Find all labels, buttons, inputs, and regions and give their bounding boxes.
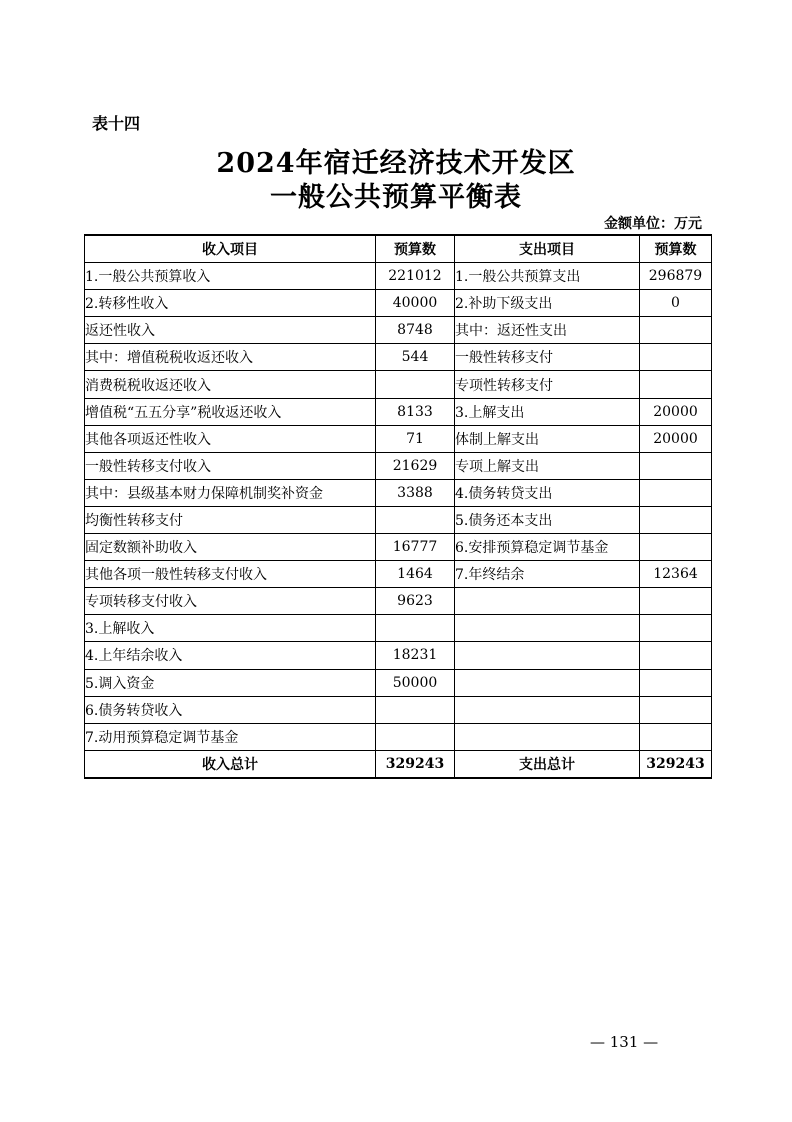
expense-item: 一般性转移支付 — [455, 344, 640, 371]
income-item: 7.动用预算稳定调节基金 — [85, 723, 376, 750]
expense-amount — [640, 588, 712, 615]
expense-amount — [640, 696, 712, 723]
header-income-amount: 预算数 — [376, 235, 455, 263]
expense-amount — [640, 317, 712, 344]
income-item: 其他各项返还性收入 — [85, 425, 376, 452]
table-header-row — [85, 235, 712, 263]
table-row — [85, 615, 712, 642]
table-row — [85, 425, 712, 452]
table-row — [85, 534, 712, 561]
income-amount: 16777 — [376, 534, 455, 561]
income-amount — [376, 506, 455, 533]
header-income-item: 收入项目 — [85, 235, 376, 263]
expense-item — [455, 723, 640, 750]
expense-item: 4.债务转贷支出 — [455, 479, 640, 506]
income-amount: 8748 — [376, 317, 455, 344]
expense-amount — [640, 479, 712, 506]
table-row — [85, 344, 712, 371]
income-item: 增值税“五五分享”税收返还收入 — [85, 398, 376, 425]
expense-amount: 20000 — [640, 398, 712, 425]
income-item: 其中：增值税税收返还收入 — [85, 344, 376, 371]
expense-amount — [640, 452, 712, 479]
income-item: 一般性转移支付收入 — [85, 452, 376, 479]
table-row — [85, 723, 712, 750]
expense-item: 6.安排预算稳定调节基金 — [455, 534, 640, 561]
expense-item: 2.补助下级支出 — [455, 290, 640, 317]
table-row — [85, 263, 712, 290]
expense-amount — [640, 344, 712, 371]
income-item: 专项转移支付收入 — [85, 588, 376, 615]
income-amount: 18231 — [376, 642, 455, 669]
income-amount: 544 — [376, 344, 455, 371]
expense-item: 3.上解支出 — [455, 398, 640, 425]
expense-total-amount: 329243 — [640, 750, 712, 778]
expense-amount — [640, 506, 712, 533]
table-row — [85, 696, 712, 723]
income-amount: 21629 — [376, 452, 455, 479]
income-total-label: 收入总计 — [85, 750, 376, 778]
income-total-amount: 329243 — [376, 750, 455, 778]
income-item: 3.上解收入 — [85, 615, 376, 642]
table-row — [85, 642, 712, 669]
header-expense-item: 支出项目 — [455, 235, 640, 263]
table-label: 表十四 — [92, 114, 141, 133]
expense-item: 体制上解支出 — [455, 425, 640, 452]
income-amount: 71 — [376, 425, 455, 452]
income-item: 均衡性转移支付 — [85, 506, 376, 533]
income-item: 1.一般公共预算收入 — [85, 263, 376, 290]
amount-unit: 金额单位：万元 — [604, 216, 702, 232]
income-item: 4.上年结余收入 — [85, 642, 376, 669]
income-item: 2.转移性收入 — [85, 290, 376, 317]
table-row — [85, 561, 712, 588]
expense-item: 7.年终结余 — [455, 561, 640, 588]
table-row — [85, 588, 712, 615]
table-row — [85, 398, 712, 425]
income-amount: 9623 — [376, 588, 455, 615]
expense-amount — [640, 723, 712, 750]
expense-amount: 0 — [640, 290, 712, 317]
expense-item: 专项上解支出 — [455, 452, 640, 479]
expense-amount — [640, 642, 712, 669]
income-amount: 40000 — [376, 290, 455, 317]
income-amount: 3388 — [376, 479, 455, 506]
table-row — [85, 290, 712, 317]
income-amount: 221012 — [376, 263, 455, 290]
expense-item: 1.一般公共预算支出 — [455, 263, 640, 290]
expense-amount: 12364 — [640, 561, 712, 588]
income-item: 返还性收入 — [85, 317, 376, 344]
income-amount: 8133 — [376, 398, 455, 425]
header-expense-amount: 预算数 — [640, 235, 712, 263]
table-row — [85, 452, 712, 479]
table-row — [85, 371, 712, 398]
expense-total-label: 支出总计 — [455, 750, 640, 778]
income-item: 固定数额补助收入 — [85, 534, 376, 561]
income-item: 消费税税收返还收入 — [85, 371, 376, 398]
income-item: 5.调入资金 — [85, 669, 376, 696]
page-number: — 131 — — [590, 1033, 659, 1051]
expense-amount — [640, 669, 712, 696]
income-amount — [376, 371, 455, 398]
table-row — [85, 506, 712, 533]
expense-item — [455, 588, 640, 615]
table-row — [85, 479, 712, 506]
expense-item — [455, 696, 640, 723]
expense-amount — [640, 615, 712, 642]
page-title: 2024年宿迁经济技术开发区 — [216, 148, 576, 179]
income-item: 其中：县级基本财力保障机制奖补资金 — [85, 479, 376, 506]
income-amount — [376, 696, 455, 723]
income-amount — [376, 615, 455, 642]
table-row — [85, 669, 712, 696]
page-subtitle: 一般公共预算平衡表 — [270, 182, 522, 213]
table-row — [85, 317, 712, 344]
income-amount: 1464 — [376, 561, 455, 588]
income-amount: 50000 — [376, 669, 455, 696]
expense-amount — [640, 371, 712, 398]
expense-amount: 296879 — [640, 263, 712, 290]
expense-item: 专项性转移支付 — [455, 371, 640, 398]
expense-amount — [640, 534, 712, 561]
table-total-row — [85, 750, 712, 778]
expense-amount: 20000 — [640, 425, 712, 452]
income-amount — [376, 723, 455, 750]
expense-item — [455, 669, 640, 696]
income-item: 其他各项一般性转移支付收入 — [85, 561, 376, 588]
expense-item — [455, 642, 640, 669]
budget-balance-table — [84, 234, 712, 779]
income-item: 6.债务转贷收入 — [85, 696, 376, 723]
expense-item — [455, 615, 640, 642]
expense-item: 5.债务还本支出 — [455, 506, 640, 533]
expense-item: 其中：返还性支出 — [455, 317, 640, 344]
